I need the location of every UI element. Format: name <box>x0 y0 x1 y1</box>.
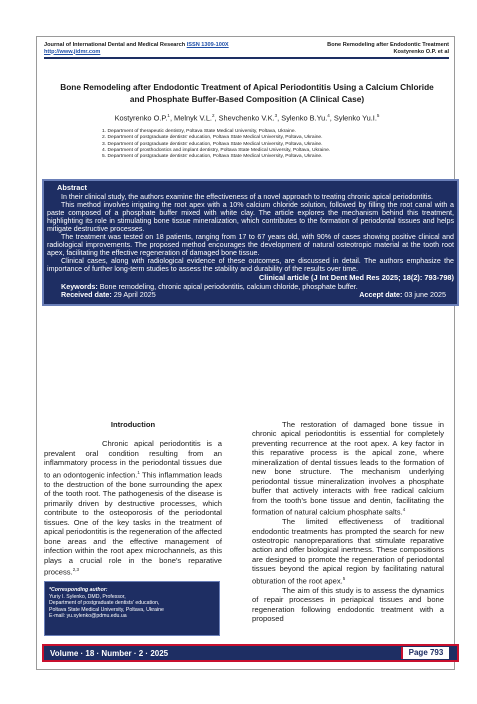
corresponding-title: *Corresponding author: <box>49 587 108 593</box>
journal-name: Journal of International Dental and Medical Research <box>44 42 186 48</box>
corresponding-line: Poltava State Medical University, Poltava, Ukraine <box>49 606 164 613</box>
author: Melnyk V.L. <box>174 113 212 123</box>
affiliation: 1. Department of therapeutic dentistry, Poltava State Medical University, Poltava, Ukraine. <box>102 129 296 134</box>
journal-url-link[interactable]: http://www.jidmr.com <box>44 48 101 55</box>
running-authors: Kostyrenko O.P. et al <box>393 48 449 55</box>
abstract-paragraph: The treatment was tested on 18 patients, ranging from 17 to 67 years old, with 90% of cases showing positive clinical and radiological improvements. The proposed method encourages the development of natural osteotropic material at the tooth root apex, facilitating the effective regeneration of damaged bone tissue. <box>47 232 454 257</box>
accept-date: Accept date: 03 june 2025 <box>359 290 446 300</box>
author: Kostyrenko O.P. <box>114 113 168 123</box>
corresponding-author-box <box>44 581 220 636</box>
page-number: Page 793 <box>401 647 449 659</box>
abstract-paragraph: In their clinical study, the authors examine the effectiveness of a novel approach to treating chronic apical periodontitis. <box>61 192 433 201</box>
abstract-paragraph: This method involves irrigating the root apex with a 10% calcium chloride solution, followed by filling the root canal with a paste composed of a phosphate buffer mixed with white clay. The article explores the mechanism behind this treatment, highlighting its role in stimulating bone tissue mineralization, which contributes to the formation of periodontal tissues and helps mitigate destructive processes. <box>47 200 454 233</box>
page-footer <box>42 644 459 662</box>
author: Sylenko Yu.I. <box>333 113 377 123</box>
author: Shevchenko V.K. <box>218 113 275 123</box>
article-citation: Clinical article (J Int Dent Med Res 2025; 18(2): 793-798) <box>258 272 454 282</box>
corresponding-email[interactable]: E-mail: yu.sylenko@pdmu.edu.ua <box>49 612 127 619</box>
affiliation: 3. Department of postgraduate dentists' education, Poltava State Medical University, Poltava, Ukraine. <box>102 141 323 147</box>
affiliations <box>102 129 442 160</box>
journal-info <box>44 42 229 55</box>
author-list: Kostyrenko O.P.$^1$, Melnyk V.L.$^2$, Shevchenko V.K.$^3$, Sylenko B.Yu.$^4$, Sylenko Yu.I.$^5$ <box>114 113 380 123</box>
author-sup: 2 <box>211 113 215 118</box>
received-date: Received date: 29 April 2025 <box>61 290 156 300</box>
corresponding-line: Department of postgraduate dentists' education, <box>49 600 160 607</box>
affiliation: 4. Department of prosthodontics and implant dentistry, Poltava State Medical University, Poltava, Ukraine. <box>102 147 331 153</box>
affiliation: 2. Department of postgraduate dentists' education, Poltava State Medical University, Poltava, Ukraine. <box>102 135 323 141</box>
abstract-box <box>42 179 459 306</box>
author-sup: 3 <box>274 113 278 118</box>
dates-row <box>47 291 454 300</box>
body-paragraph: The aim of this study is to assess the dynamics of repair processes in periapical tissues and bone regeneration following endodontic treatment with a proposed <box>252 585 444 624</box>
volume-info: Volume · 18 · Number · 2 · 2025 <box>50 649 169 658</box>
article-title: Bone Remodeling after Endodontic Treatment of Apical Periodontitis Using a Calcium Chloride and Phosphate Buffer-Based Composition (A Clinical Case) <box>60 82 434 104</box>
author: Sylenko B.Yu. <box>281 113 328 123</box>
header-rule <box>44 57 449 59</box>
right-column <box>252 420 444 624</box>
body-paragraph: The limited effectiveness of traditional endodontic treatments has prompted the search for new osteotropic nanopreparations that stimulate reparative action and offer biological inertness. These compositions are designed to promote the regeneration of periodontal tissues beyond the apical region by facilitating natural obturation of the root apex.$^5$ <box>252 517 444 586</box>
author-sup: 1 <box>167 113 170 118</box>
abstract-heading: Abstract <box>57 183 87 192</box>
body-paragraph: The restoration of damaged bone tissue in chronic apical periodontitis is essential for completely preventing recurrence at the root apex. A key factor in this reparative process is the apical zone, where mineralization of dental tissues leads to the formation of new bone structure. The mechanism underlying periodontal tissue mineralization involves a phosphate buffer that actively interacts with free radical calcium from the tooth's bone tissue and dentin, facilitating the formation of natural calcium phosphate salts.$^4$ <box>252 420 444 517</box>
keywords-label: Keywords: <box>61 281 98 291</box>
introduction-heading: Introduction <box>110 420 156 429</box>
left-column <box>44 439 222 577</box>
running-title-block <box>327 42 449 55</box>
author-sup: 5 <box>376 113 380 118</box>
body-paragraph: Chronic apical periodontitis is a prevalent oral condition resulting from an inflammatory process in the periodontal tissues due to an odontogenic infection.$^1$ This inflammation leads to the destruction of the bone surrounding the apex of the tooth root. The pathogenesis of the disease is primarily driven by destructive processes, which contribute to the osteoporosis of the periodontal tissues. One of the key tasks in the treatment of apical periodontitis is the regeneration of the affected bone areas and the effective management of infection within the root apex microchannels, as this plays a crucial role in the bone's reparative process.$^{2,3}$ <box>44 439 223 577</box>
corresponding-line: Yuriy I. Sylenko, DMD, Professor, <box>49 594 126 601</box>
author-sup: 4 <box>327 113 330 118</box>
affiliation: 5. Department of postgraduate dentists' education, Poltava State Medical University, Poltava, Ukraine. <box>102 154 323 160</box>
keywords-text: Bone remodeling, chronic apical periodontitis, calcium chloride, phosphate buffer. <box>99 281 358 291</box>
running-title: Bone Remodeling after Endodontic Treatment <box>327 42 449 48</box>
issn-link[interactable]: ISSN 1309-100X <box>186 42 229 48</box>
abstract-paragraph: Clinical cases, along with radiological evidence of these outcomes, are discussed in detail. The authors emphasize the importance of further long-term studies to assess the stability and durability of the results over time. <box>47 256 454 273</box>
